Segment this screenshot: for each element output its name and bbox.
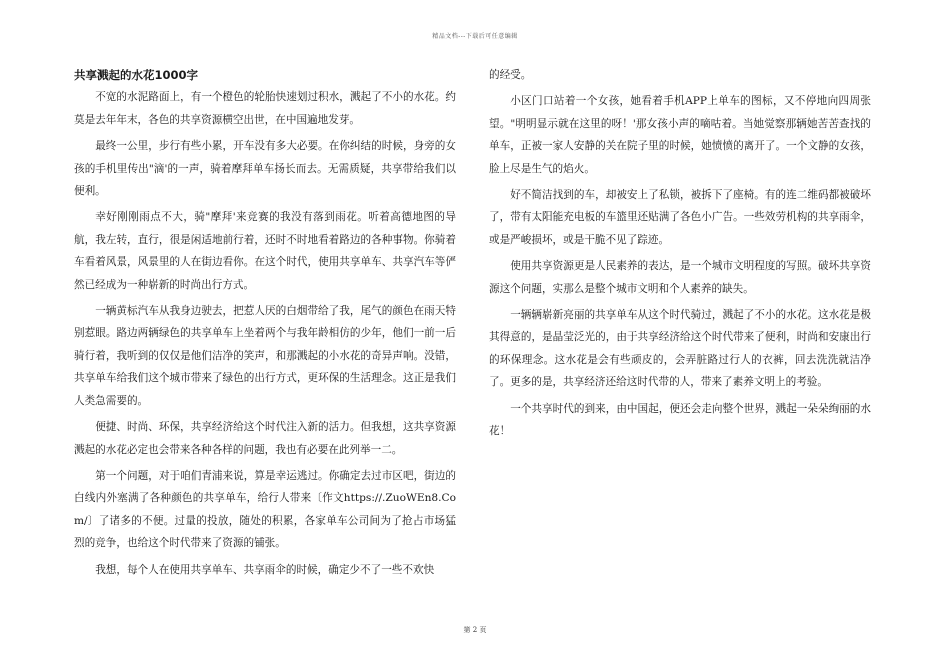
paragraph: 好不简洁找到的车，却被安上了私锁，被拆下了座椅。有的连二维码都被破坏了，带有太阳能充电板的车篮里还贴满了各色小广告。一些效劳机构的共享雨伞，或是严峻损坏，或是干脆不见了踪迹。	[489, 189, 871, 246]
paragraph: 小区门口站着一个女孩，她看着手机APP上单车的图标，又不停地向四周张望。"明明显示就在这里的呀！'那女孩小声的嘀咕着。当她觉察那辆她苦苦查找的单车，正被一家人安静的关在院子里的时候，她愤愤的离开了。一个文静的女孩，脸上尽是生气的焰火。	[489, 95, 871, 175]
paragraph-continuation: 的经受。	[489, 69, 532, 81]
paragraph: 不宽的水泥路面上，有一个橙色的轮胎快速划过积水，溅起了不小的水花。约莫是去年年末，各色的共享资源横空出世，在中国遍地发芽。	[74, 91, 456, 126]
paragraph: 第一个问题，对于咱们青浦来说，算是幸运逃过。你确定去过市区吧，街边的白线内外塞满了各种颜色的共享单车，给行人带来〔作文https://.ZuoWEn8.Com/〕了诸多的不便。过量的投放，随处的积累，各家单车公司间为了抢占市场猛烈的竞争，也给这个时代带来了资源的铺张。	[74, 469, 456, 550]
right-column	[489, 64, 871, 447]
left-column	[74, 64, 456, 585]
paragraph: 我想，每个人在使用共享单车、共享雨伞的时候，确定少不了一些不欢快	[95, 563, 435, 576]
document-title: 共享溅起的水花1000字	[74, 68, 199, 82]
paragraph: 使用共享资源更是人民素养的表达，是一个城市文明程度的写照。破坏共享资源这个问题，实那么是整个城市文明和个人素养的缺失。	[489, 260, 871, 295]
paragraph: 一辆辆崭新亮丽的共享单车从这个时代骑过，溅起了不小的水花。这水花是极其得意的，是晶莹泛光的，由于共享经济给这个时代带来了便利，时尚和安康出行的环保理念。这水花是会有些顽皮的，会弄脏路过行人的衣裤，回去洗洗就洁净了。更多的是，共享经济还给这时代带的人，带来了素养文明上的考验。	[489, 309, 871, 389]
paragraph: 便捷、时尚、环保，共享经济给这个时代注入新的活力。但我想，这共享资源溅起的水花必定也会带来各种各样的问题，我也有必要在此列举一二。	[74, 421, 456, 456]
page-header-note: 精品文档---下载后可任意编辑	[432, 33, 518, 40]
paragraph: 一辆黄标汽车从我身边驶去，把惹人厌的白烟带给了我，尾气的颜色在雨天特别惹眼。路边两辆绿色的共享单车上坐着两个与我年龄相仿的少年，他们一前一后骑行着，我听到的仅仅是他们洁净的笑声，和那溅起的小水花的奇异声响。没错，共享单车给我们这个城市带来了绿色的出行方式，更环保的生活理念。这正是我们人类急需要的。	[74, 305, 456, 407]
page-number: 第 2 页	[463, 626, 487, 634]
paragraph: 最终一公里，步行有些小累，开车没有多大必要。在你纠结的时候，身旁的女孩的手机里传出"滴'的一声，骑着摩拜单车扬长而去。无需质疑，共享带给我们以便利。	[74, 140, 456, 198]
paragraph: 幸好刚刚雨点不大，骑"摩拜'来竞赛的我没有落到雨花。听着高德地图的导航，我左转，直行，很是闲适地前行着，还时不时地看着路边的各种事物。你骑着车看着风景，风景里的人在街边看你。在这个时代，使用共享单车、共享汽车等俨然已经成为一种崭新的时尚出行方式。	[74, 211, 456, 291]
paragraph: 一个共享时代的到来，由中国起，便还会走向整个世界，溅起一朵朵绚丽的水花！	[489, 402, 871, 438]
